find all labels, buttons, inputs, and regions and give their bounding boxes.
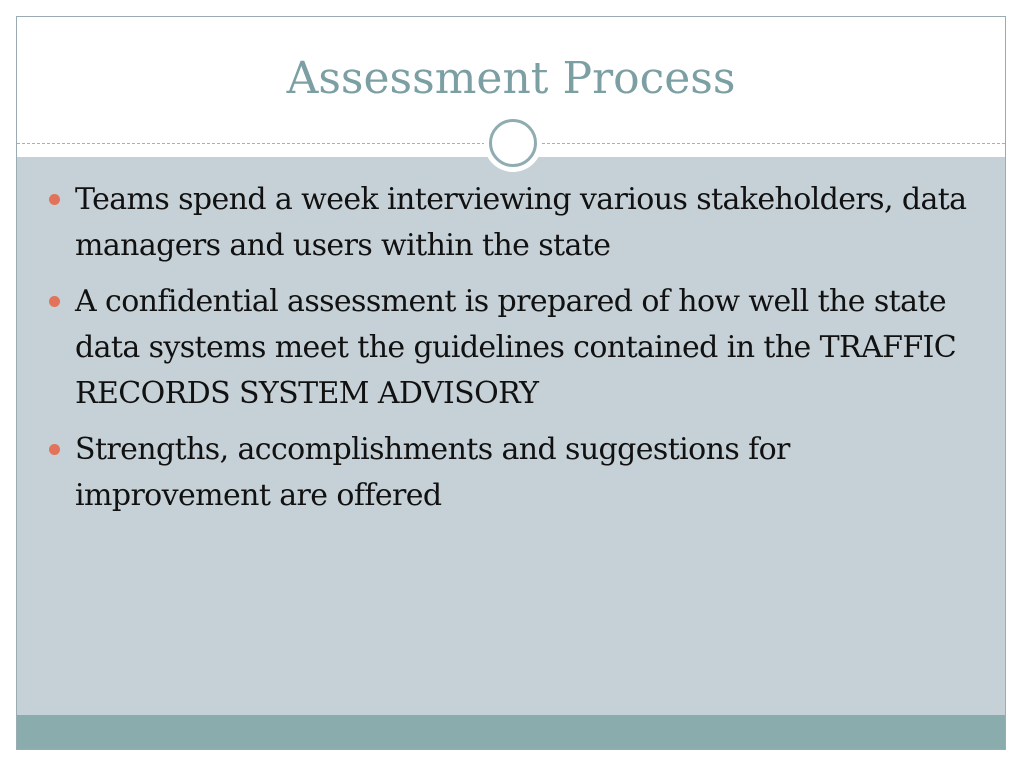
bullet-dot-icon	[49, 194, 60, 205]
bullet-text: Teams spend a week interviewing various stakeholders, data managers and users within the state	[75, 182, 967, 263]
bullet-item	[47, 177, 977, 269]
bullet-dot-icon	[49, 296, 60, 307]
bullet-item	[47, 279, 977, 417]
footer-bar	[17, 715, 1005, 750]
slide-title: Assessment Process	[286, 53, 736, 104]
divider-ring	[489, 119, 537, 167]
bullet-text: Strengths, accomplishments and suggestions for improvement are offered	[75, 432, 790, 513]
bullet-item	[47, 427, 977, 519]
slide-content-area	[17, 157, 1005, 715]
divider-circle-icon	[484, 114, 542, 172]
bullet-dot-icon	[49, 444, 60, 455]
bullet-list	[47, 177, 977, 529]
bullet-text: A confidential assessment is prepared of how well the state data systems meet the guidelines contained in the TRAFFIC RECORDS SYSTEM ADVISORY	[75, 284, 957, 411]
slide	[16, 16, 1006, 750]
